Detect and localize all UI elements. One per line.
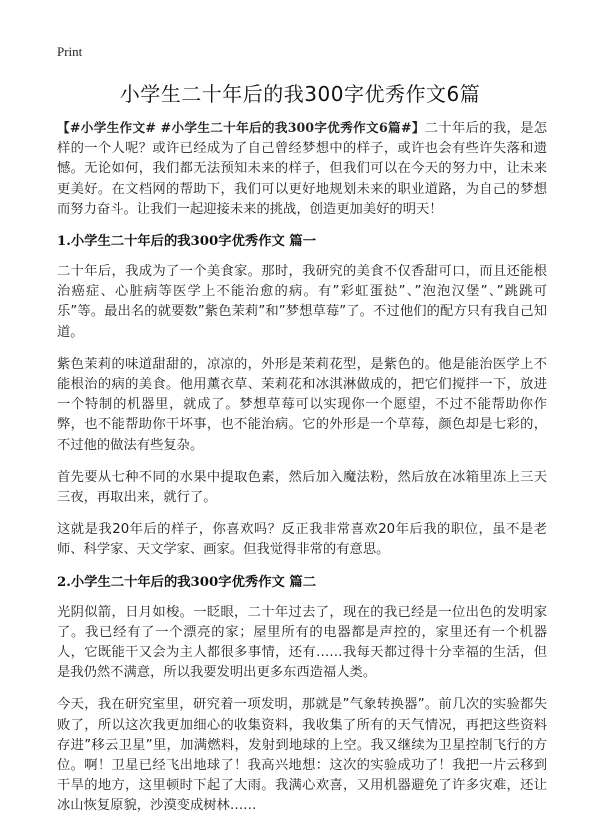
section-1-paragraph-4: 这就是我20年后的样子，你喜欢吗？反正我非常喜欢20年后我的职位，虽不是老师、科学家、天文学家、画家。但我觉得非常的有意思。	[57, 522, 547, 558]
print-link[interactable]: Print	[57, 44, 83, 59]
section-1-paragraph-1: 二十年后，我成为了一个美食家。那时，我研究的美食不仅香甜可口，而且还能根治癌症、心脏病等医学上不能治愈的病。有”彩虹蛋挞”、”泡泡汉堡”、”跳跳可乐”等。最出名的就要数”紫色茉莉”和”梦想草莓”了。不过他们的配方只有我自己知道。	[57, 264, 547, 340]
page-title: 小学生二十年后的我300字优秀作文6篇	[119, 82, 481, 106]
section-heading-2: 2.小学生二十年后的我300字优秀作文 篇二	[57, 574, 317, 590]
section-1-paragraph-3: 首先要从七种不同的水果中提取色素，然后加入魔法粉，然后放在冰箱里冻上三天三夜，再取出来，就行了。	[57, 469, 547, 506]
section-1-paragraph-2: 紫色茉莉的味道甜甜的，凉凉的，外形是茉莉花型，是紫色的。他是能治医学上不能根治的病的美食。他用薰衣草、茉莉花和冰淇淋做成的，把它们搅拌一下，放进一个特制的机器里，就成了。梦想草莓可以实现你一个愿望，不过不能帮助你作弊，也不能帮助你干坏事，也不能治病。它的外形是一个草莓，颜色却是七彩的，不过他的做法有些复杂。	[57, 356, 547, 453]
intro-text: 二十年后的我，是怎样的一个人呢？或许已经成为了自己曾经梦想中的样子，或许也会有些许失落和遗憾。无论如何，我们都无法预知未来的样子，但我们可以在今天的努力中，让未来更美好。在文档网的帮助下，我们可以更好地规划未来的职业道路，为自己的梦想而努力奋斗。让我们一起迎接未来的挑战，创造更加美好的明天！	[57, 121, 548, 217]
section-heading-1: 1.小学生二十年后的我300字优秀作文 篇一	[57, 234, 317, 250]
intro-tag: 【#小学生作文# #小学生二十年后的我300字优秀作文6篇#】	[57, 120, 425, 135]
section-2-paragraph-2: 今天，我在研究室里，研究着一项发明，那就是”气象转换器”。前几次的实验都失败了，所以这次我更加细心的收集资料，我收集了所有的天气情况，再把这些资料存进”移云卫星”里，加满燃料，发射到地球的上空。我又继续为卫星控制飞行的方位。啊！卫星已经飞出地球了！我高兴地想：这次的实验成功了！我把一片云移到干旱的地方，这里顿时下起了大雨。我满心欢喜，又用机器避免了许多灾难，还让冰山恢复原貌，沙漠变成树林……	[57, 697, 547, 814]
section-2-paragraph-1: 光阴似箭，日月如梭。一眨眼，二十年过去了，现在的我已经是一位出色的发明家了。我已经有了一个漂亮的家；屋里所有的电器都是声控的，家里还有一个机器人，它既能干又会为主人都很多事情，还有……我每天都过得十分幸福的生活，但是我仍然不满意，所以我要发明出更多东西造福人类。	[57, 604, 547, 681]
intro-paragraph	[57, 118, 547, 220]
article-body	[57, 118, 547, 829]
